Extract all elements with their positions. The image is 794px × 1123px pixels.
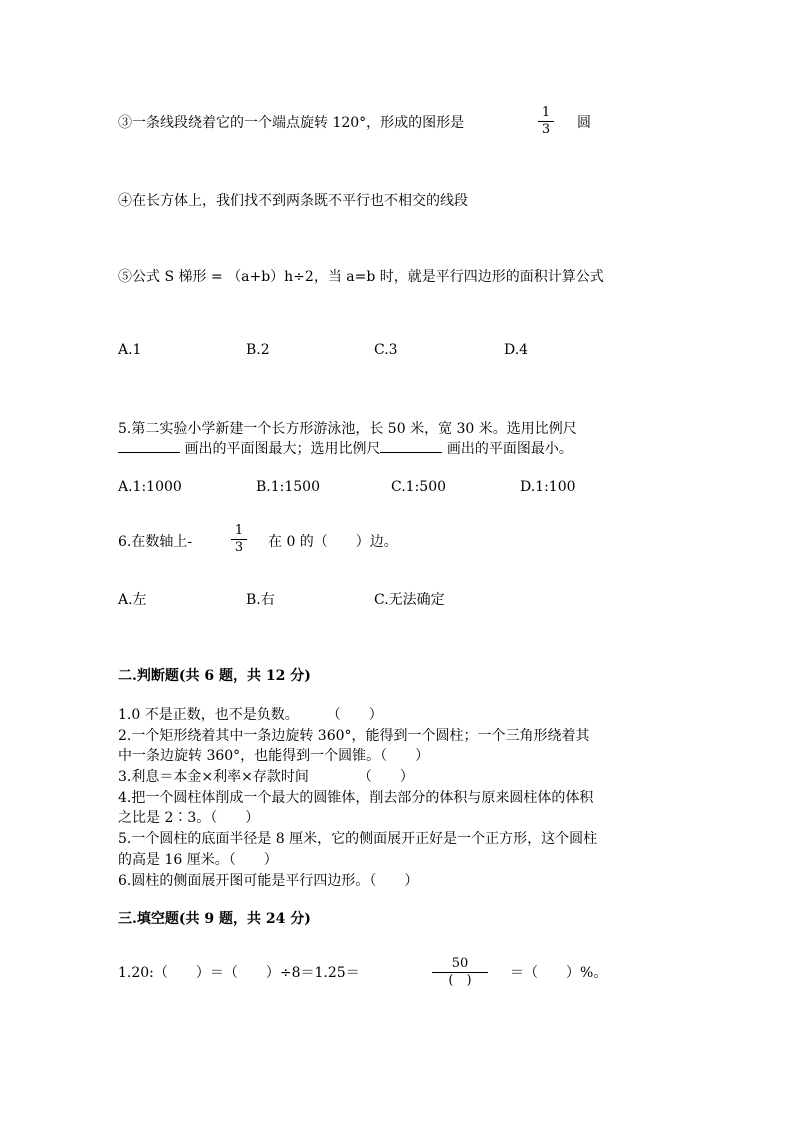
q5-option-d: D.1:100 bbox=[520, 479, 576, 495]
section2-line: 3.利息＝本金×利率×存款时间 （ ） bbox=[118, 769, 414, 785]
q5-option-c: C.1:500 bbox=[391, 479, 447, 495]
section2-heading: 二.判断题(共 6 题，共 12 分) bbox=[118, 668, 311, 684]
q4-item5: ⑤公式 S 梯形 = （a+b）h÷2，当 a=b 时，就是平行四边形的面积计算公式 bbox=[118, 269, 604, 285]
fraction-denominator: 3 bbox=[541, 122, 551, 137]
section3-q1-fraction bbox=[432, 957, 488, 988]
fraction-numerator: 1 bbox=[234, 523, 244, 538]
section2-line: 2.一个矩形绕着其中一条边旋转 360°，能得到一个圆柱；一个三角形绕着其 bbox=[118, 728, 590, 744]
q6-option-b: B.右 bbox=[246, 592, 275, 608]
q4-item3-suffix: 圆 bbox=[577, 115, 591, 131]
q5-option-b: B.1:1500 bbox=[256, 479, 320, 495]
fraction-numerator: 1 bbox=[541, 105, 551, 120]
fraction-denominator: 3 bbox=[234, 540, 244, 555]
q5-option-a: A.1:1000 bbox=[118, 479, 182, 495]
q4-item3 bbox=[118, 112, 464, 132]
section2-line: 4.把一个圆柱体削成一个最大的圆锥体，削去部分的体积与原来圆柱体的体积 bbox=[118, 790, 594, 806]
q4-item3-text: ③一条线段绕着它的一个端点旋转 120°，形成的图形是 bbox=[118, 115, 465, 131]
q5-line2-mid: 画出的平面图最大；选用比例尺 bbox=[184, 441, 381, 457]
section2-line: 6.圆柱的侧面展开图可能是平行四边形。（ ） bbox=[118, 873, 419, 889]
section2-line: 1.0 不是正数，也不是负数。 （ ） bbox=[118, 707, 383, 723]
q6-option-a: A.左 bbox=[118, 592, 147, 608]
fraction-denominator: ( ) bbox=[448, 973, 472, 988]
q5-line1: 5.第二实验小学新建一个长方形游泳池，长 50 米，宽 30 米。选用比例尺 bbox=[118, 421, 577, 437]
q5-line2 bbox=[118, 438, 573, 458]
q4-item4: ④在长方体上，我们找不到两条既不平行也不相交的线段 bbox=[118, 193, 468, 209]
section3-q1-prefix: 1.20:（ ）＝（ ）÷8＝1.25＝ bbox=[118, 965, 360, 981]
section2-line: 的高是 16 厘米。（ ） bbox=[118, 852, 278, 868]
section2-line: 5.一个圆柱的底面半径是 8 厘米，它的侧面展开正好是一个正方形，这个圆柱 bbox=[118, 831, 598, 847]
q6-fraction bbox=[231, 524, 247, 555]
section3-heading: 三.填空题(共 9 题，共 24 分) bbox=[118, 911, 311, 927]
q4-option-b: B.2 bbox=[246, 342, 270, 358]
q4-item3-fraction bbox=[538, 106, 554, 137]
answer-blank bbox=[380, 440, 442, 453]
q6-prefix: 6.在数轴上- bbox=[118, 534, 193, 550]
q4-option-d: D.4 bbox=[504, 342, 529, 358]
q6-option-c: C.无法确定 bbox=[374, 592, 445, 608]
q6-suffix: 在 0 的（ ）边。 bbox=[268, 534, 398, 550]
q5-line2-end: 画出的平面图最小。 bbox=[446, 441, 573, 457]
section2-line: 中一条边旋转 360°，也能得到一个圆锥。（ ） bbox=[118, 748, 430, 764]
q4-option-a: A.1 bbox=[118, 342, 142, 358]
section2-line: 之比是 2∶3。（ ） bbox=[118, 810, 260, 826]
answer-blank bbox=[118, 440, 180, 453]
fraction-numerator: 50 bbox=[451, 956, 469, 971]
section3-q1-suffix: ＝（ ）%。 bbox=[510, 965, 608, 981]
q4-option-c: C.3 bbox=[374, 342, 398, 358]
